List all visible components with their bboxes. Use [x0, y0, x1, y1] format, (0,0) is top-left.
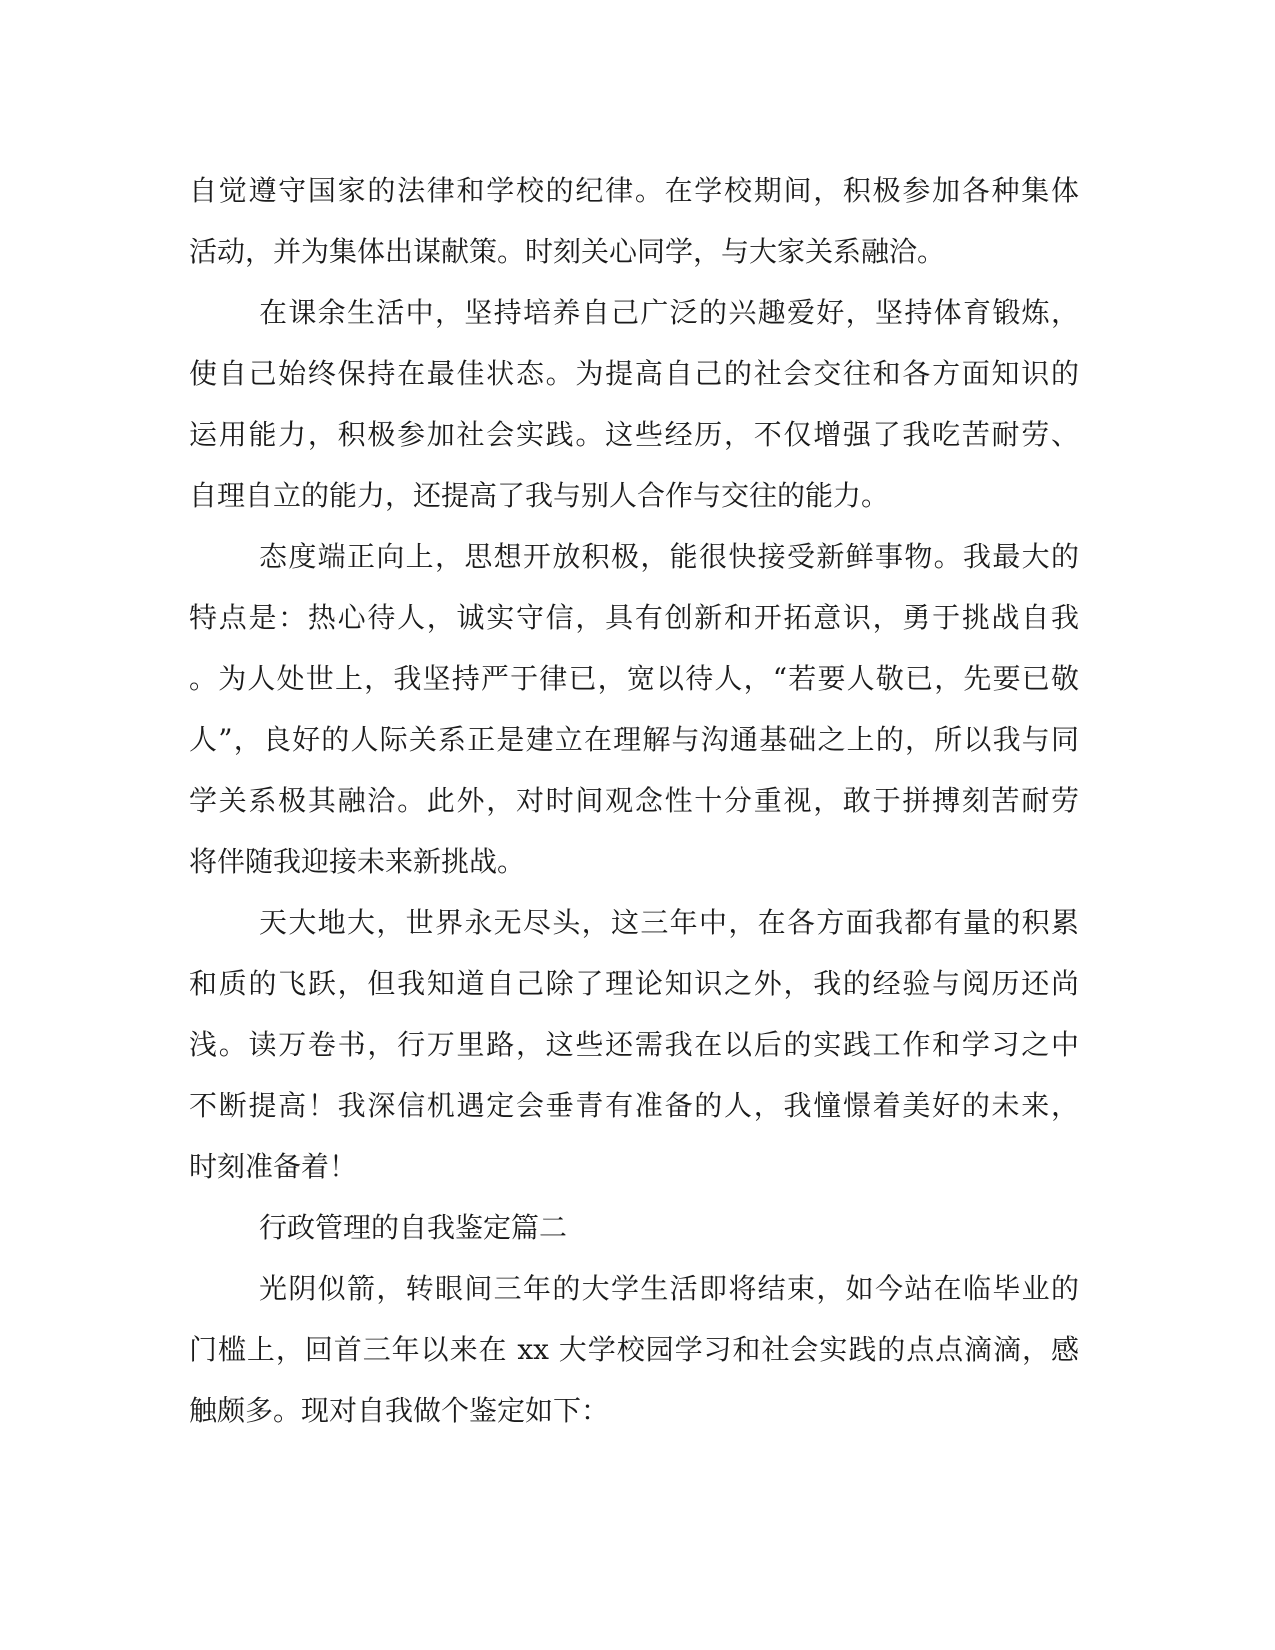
text-line: 使自己始终保持在最佳状态。为提高自己的社会交往和各方面知识的: [189, 357, 1079, 390]
paragraph-first-line: 在课余生活中，坚持培养自己广泛的兴趣爱好，坚持体育锻炼，: [259, 296, 1079, 329]
text-line: 人”，良好的人际关系正是建立在理解与沟通基础之上的，所以我与同: [189, 723, 1079, 756]
text-line: 活动，并为集体出谋献策。时刻关心同学，与大家关系融洽。: [189, 235, 946, 268]
text-line: 时刻准备着！: [189, 1150, 358, 1183]
text-line: 触颇多。现对自我做个鉴定如下：: [189, 1394, 610, 1427]
paragraph-first-line: 天大地大，世界永无尽头，这三年中，在各方面我都有量的积累: [259, 906, 1079, 939]
document-body: [189, 160, 1079, 1441]
text-line: 门槛上，回首三年以来在 xx 大学校园学习和社会实践的点点滴滴，感: [189, 1333, 1079, 1366]
text-line: 和质的飞跃，但我知道自己除了理论知识之外，我的经验与阅历还尚: [189, 967, 1079, 1000]
text-line: 浅。读万卷书，行万里路，这些还需我在以后的实践工作和学习之中: [189, 1028, 1079, 1061]
section-heading: 行政管理的自我鉴定篇二: [259, 1211, 568, 1244]
text-line: 。为人处世上，我坚持严于律已，宽以待人，“若要人敬已，先要已敬: [189, 662, 1079, 695]
text-line: 自理自立的能力，还提高了我与别人合作与交往的能力。: [189, 479, 890, 512]
text-line: 运用能力，积极参加社会实践。这些经历，不仅增强了我吃苦耐劳、: [189, 418, 1079, 451]
text-line: 学关系极其融洽。此外，对时间观念性十分重视，敢于拼搏刻苦耐劳: [189, 784, 1079, 817]
text-line: 特点是：热心待人，诚实守信，具有创新和开拓意识，勇于挑战自我: [189, 601, 1079, 634]
text-line: 自觉遵守国家的法律和学校的纪律。在学校期间，积极参加各种集体: [189, 174, 1079, 207]
paragraph-first-line: 光阴似箭，转眼间三年的大学生活即将结束，如今站在临毕业的: [259, 1272, 1079, 1305]
paragraph-first-line: 态度端正向上，思想开放积极，能很快接受新鲜事物。我最大的: [259, 540, 1079, 573]
text-line: 将伴随我迎接未来新挑战。: [189, 845, 526, 878]
text-line: 不断提高！我深信机遇定会垂青有准备的人，我憧憬着美好的未来，: [189, 1089, 1079, 1122]
